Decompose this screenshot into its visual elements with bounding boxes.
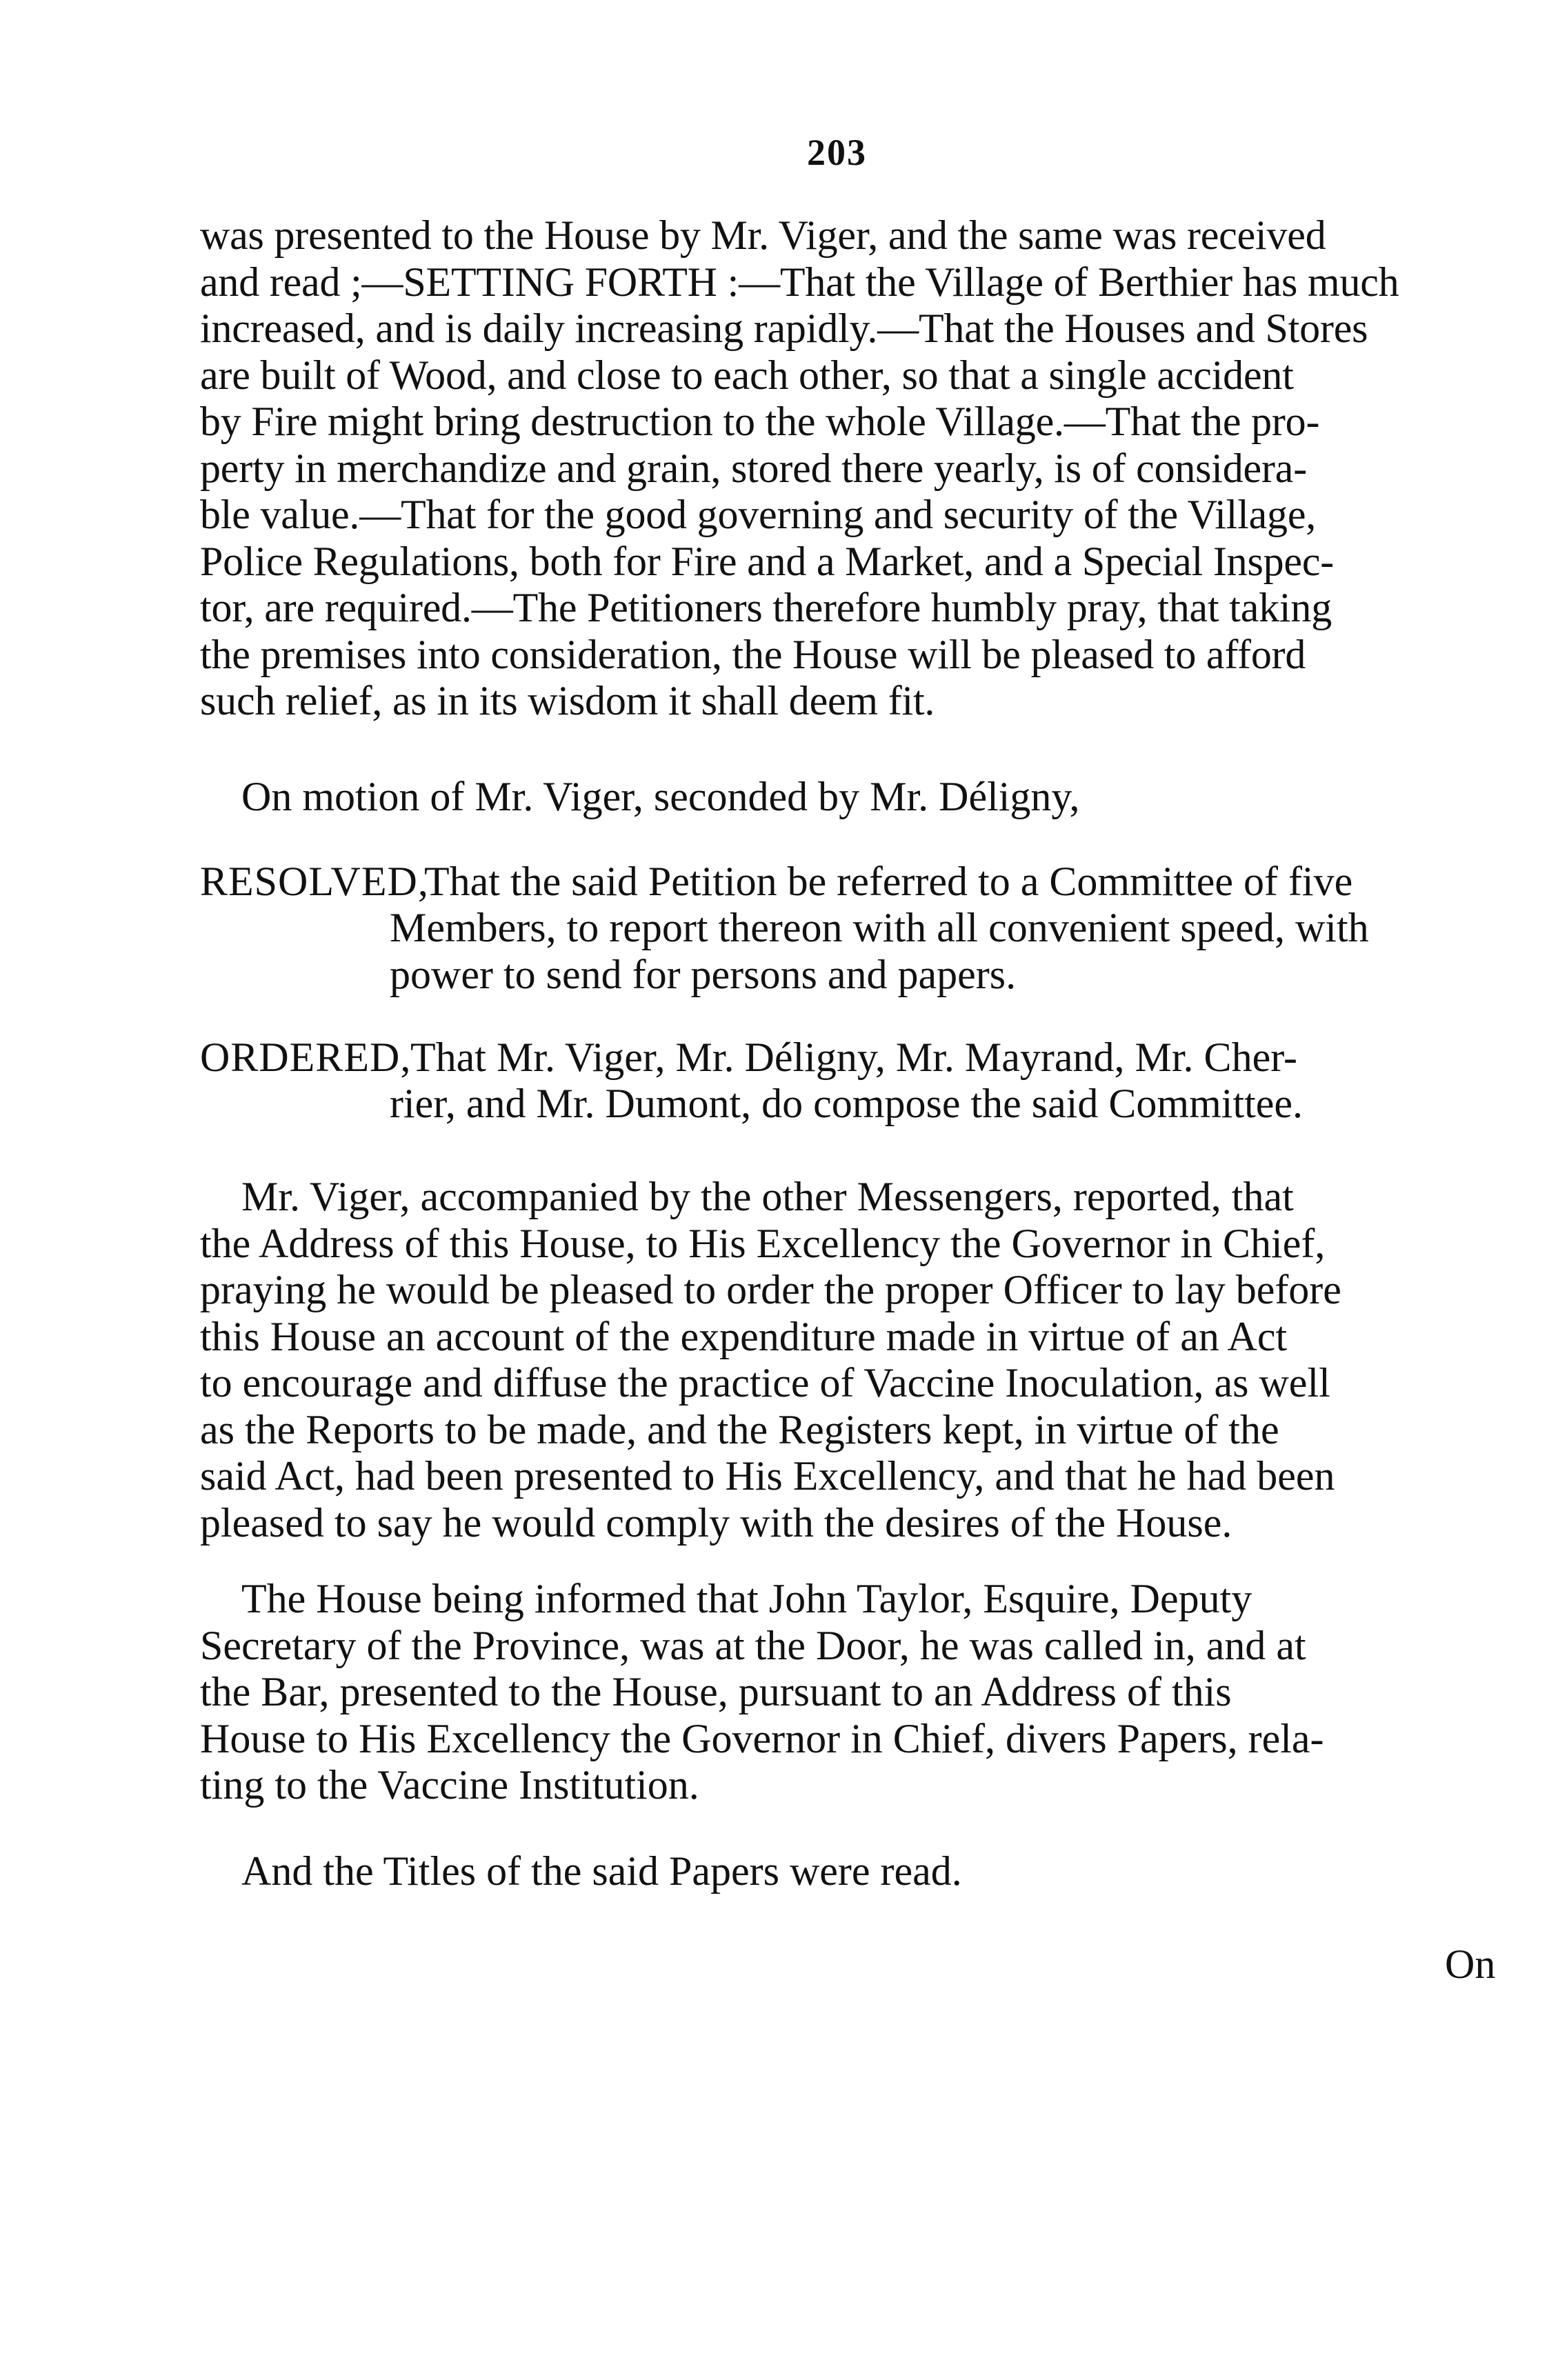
resolved-text-cont xyxy=(390,905,1369,998)
ordered-label: ORDERED, xyxy=(200,1034,412,1080)
text-line: ting to the Vaccine Institution. xyxy=(200,1762,699,1808)
text-line: That the said Petition be referred to a Committee of five xyxy=(424,859,1353,904)
text-line: increased, and is daily increasing rapidly.—That the Houses and Stores xyxy=(200,306,1368,351)
text-line: Police Regulations, both for Fire and a Market, and a Special Inspec- xyxy=(200,538,1335,584)
text-line: Mr. Viger, accompanied by the other Messengers, reported, that xyxy=(241,1174,1294,1219)
text-line: Members, to report thereon with all convenient speed, with xyxy=(390,905,1369,950)
text-line: said Act, had been presented to His Excellency, and that he had been xyxy=(200,1453,1335,1499)
text-line: by Fire might bring destruction to the whole Village.—That the pro- xyxy=(200,399,1320,444)
text-line: The House being informed that John Taylor, Esquire, Deputy xyxy=(241,1576,1252,1621)
motion-paragraph xyxy=(241,774,1558,821)
text-line: to encourage and diffuse the practice of Vaccine Inoculation, as well xyxy=(200,1360,1330,1406)
text-line: That Mr. Viger, Mr. Déligny, Mr. Mayrand, Mr. Cher- xyxy=(410,1034,1297,1080)
text-line: And the Titles of the said Papers were read. xyxy=(241,1848,962,1894)
text-line: the Bar, presented to the House, pursuant to an Address of this xyxy=(200,1669,1232,1714)
text-line: such relief, as in its wisdom it shall deem fit. xyxy=(200,678,935,723)
resolved-text xyxy=(424,859,1352,906)
petition-paragraph xyxy=(200,212,1524,725)
report-paragraph xyxy=(200,1174,1524,1546)
text-line: On motion of Mr. Viger, seconded by Mr. Déligny, xyxy=(241,774,1080,819)
taylor-paragraph xyxy=(200,1576,1524,1809)
catchword: On xyxy=(1445,1941,1496,1987)
ordered-text-cont xyxy=(390,1081,1303,1128)
text-line: Secretary of the Province, was at the Door, he was called in, and at xyxy=(200,1622,1306,1668)
text-line: are built of Wood, and close to each other, so that a single accident xyxy=(200,352,1294,398)
text-line: and read ;—SETTING FORTH :—That the Village of Berthier has much xyxy=(200,259,1399,305)
resolved-label: RESOLVED, xyxy=(200,859,429,904)
text-line: praying he would be pleased to order the proper Officer to lay before xyxy=(200,1267,1341,1312)
titles-paragraph xyxy=(241,1848,1558,1895)
text-line: House to His Excellency the Governor in Chief, divers Papers, rela- xyxy=(200,1715,1324,1761)
text-line: the Address of this House, to His Excellency the Governor in Chief, xyxy=(200,1220,1326,1266)
text-line: this House an account of the expenditure made in virtue of an Act xyxy=(200,1313,1288,1359)
text-line: rier, and Mr. Dumont, do compose the said Committee. xyxy=(390,1081,1304,1126)
text-line: power to send for persons and papers. xyxy=(390,951,1017,997)
text-line: as the Reports to be made, and the Registers kept, in virtue of the xyxy=(200,1406,1279,1452)
page-number: 203 xyxy=(807,132,867,173)
ordered-text xyxy=(410,1034,1297,1081)
text-line: pleased to say he would comply with the desires of the House. xyxy=(200,1499,1232,1546)
text-line: the premises into consideration, the House will be pleased to afford xyxy=(200,631,1306,677)
text-line: tor, are required.—The Petitioners therefore humbly pray, that taking xyxy=(200,585,1332,630)
text-line: perty in merchandize and grain, stored there yearly, is of considera- xyxy=(200,445,1307,491)
text-line: was presented to the House by Mr. Viger, and the same was received xyxy=(200,212,1326,258)
text-line: ble value.—That for the good governing and security of the Village, xyxy=(200,492,1317,537)
